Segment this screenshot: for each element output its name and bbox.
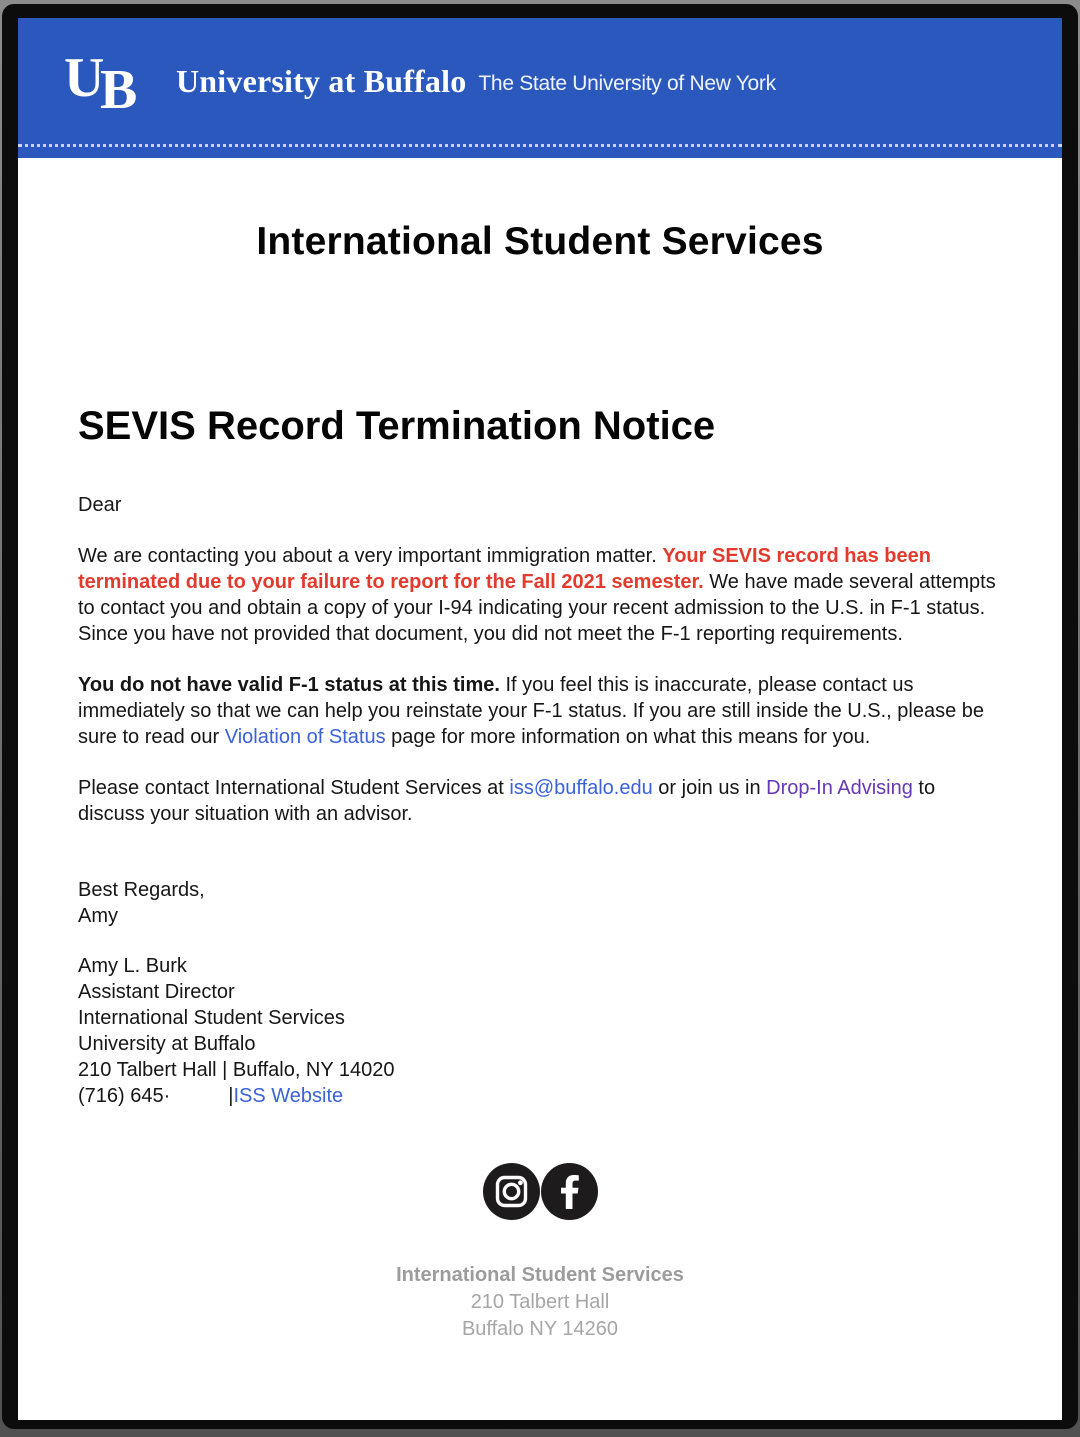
p3-text-cont: to discuss your situation with an advisor. (78, 777, 936, 825)
signature-block (78, 953, 1006, 1109)
email-page (18, 18, 1062, 1420)
svg-text:U: U (64, 52, 105, 109)
paragraph-status (78, 672, 1006, 750)
page-title: International Student Services (256, 220, 824, 263)
closing-name: Amy (78, 905, 118, 927)
p3-text-mid: or join us in (652, 777, 767, 799)
signature-phone: (716) 645· (78, 1085, 171, 1107)
university-banner (18, 18, 1062, 158)
p2-text-cont: page for more information on what this means for you. (385, 726, 871, 748)
signature-organization: University at Buffalo (78, 1033, 256, 1055)
ub-interlock-logo-icon (64, 52, 166, 110)
p1-alert-text: Your SEVIS record has been terminated due to your failure to report for the Fall 2021 semester. (78, 545, 931, 593)
letter-content (18, 404, 1062, 1109)
social-icons-row (18, 1163, 1062, 1220)
instagram-icon[interactable] (483, 1163, 540, 1220)
university-tagline: The State University of New York (478, 72, 776, 95)
footer-address-line1: 210 Talbert Hall (470, 1291, 610, 1313)
p1-text: We are contacting you about a very important immigration matter. (78, 545, 663, 567)
screenshot-frame (2, 4, 1078, 1429)
p3-text: Please contact International Student Services at (78, 777, 510, 799)
drop-in-advising-link[interactable]: Drop-In Advising (766, 777, 913, 799)
facebook-icon[interactable] (541, 1163, 598, 1220)
footer-org: International Student Services (396, 1264, 684, 1286)
violation-of-status-link[interactable]: Violation of Status (224, 726, 386, 748)
footer (18, 1262, 1062, 1343)
paragraph-termination (78, 543, 1006, 647)
signature-name: Amy L. Burk (78, 955, 187, 977)
signature-department: International Student Services (78, 1007, 345, 1029)
footer-address-line2: Buffalo NY 14260 (461, 1318, 619, 1340)
p2-bold-text: You do not have valid F-1 status at this time. (78, 674, 500, 696)
university-wordmark: University at Buffalo (176, 62, 467, 99)
p2-text: If you feel this is inaccurate, please contact us immediately so that we can help you reinstate your F-1 status. If you are still inside the U.S., please be sure to read our (78, 674, 985, 748)
closing (78, 877, 1006, 929)
svg-text:B: B (100, 59, 138, 110)
banner-dotted-divider (18, 144, 1062, 147)
separator-bar: | (228, 1085, 234, 1107)
signature-job-title: Assistant Director (78, 981, 235, 1003)
notice-heading: SEVIS Record Termination Notice (78, 404, 716, 448)
closing-line: Best Regards, (78, 879, 205, 901)
p1-text-cont: We have made several attempts to contact you and obtain a copy of your I-94 indicating your recent admission to the U.S. in F-1 status. Since you have not provided that document, you did not meet the F-1 reporting requirements. (78, 571, 996, 645)
signature-address: 210 Talbert Hall | Buffalo, NY 14020 (78, 1059, 395, 1081)
signature-phone-line (78, 1083, 1006, 1109)
salutation: Dear (78, 494, 122, 516)
paragraph-contact (78, 775, 1006, 827)
iss-website-link[interactable]: ISS Website (233, 1085, 344, 1107)
iss-email-link[interactable]: iss@buffalo.edu (509, 777, 653, 799)
